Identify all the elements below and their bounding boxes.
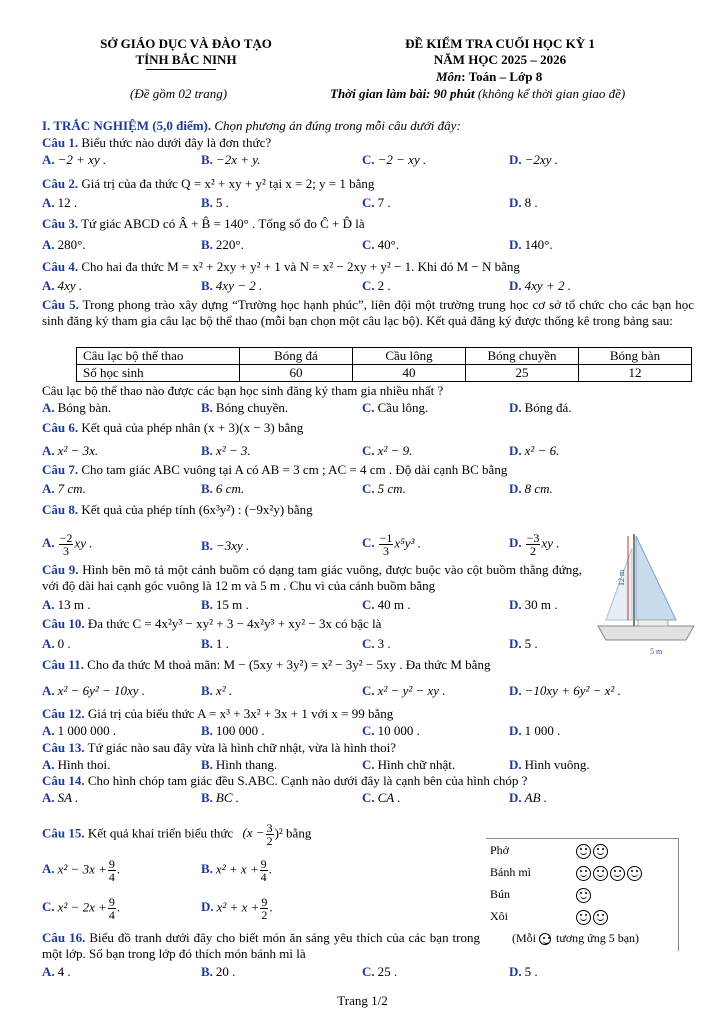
q14-option-d[interactable]: D. AB . bbox=[509, 790, 548, 805]
q3-option-a[interactable]: A. 280°. bbox=[42, 237, 86, 252]
pictograph-row-xoi: Xôi bbox=[490, 909, 610, 925]
q8-option-b[interactable]: B. −3xy . bbox=[201, 538, 250, 553]
table-row bbox=[77, 365, 692, 382]
table-cell: 40 bbox=[353, 365, 466, 382]
q15-option-c[interactable]: C. x² − 2x + $\frac{9}{4}$ . bbox=[42, 895, 121, 922]
q16-option-d[interactable]: D. 5 . bbox=[509, 964, 538, 979]
q13-option-b[interactable]: B. Hình thang. bbox=[201, 757, 278, 772]
question-1: Câu 1. Biểu thức nào dưới đây là đơn thức? bbox=[42, 135, 272, 150]
page-number: Trang 1/2 bbox=[337, 993, 388, 1008]
q7-option-b[interactable]: B. 6 cm. bbox=[201, 481, 245, 496]
smiley-icon bbox=[593, 910, 608, 925]
table-cell: Số học sinh bbox=[77, 365, 240, 382]
q2-option-d[interactable]: D. 8 . bbox=[509, 195, 538, 210]
smiley-icon bbox=[539, 933, 551, 945]
q10-option-c[interactable]: C. 3 . bbox=[362, 636, 391, 651]
smiley-icon bbox=[610, 866, 625, 881]
question-5: Câu 5. Trong phong trào xây dựng “Trường học hạnh phúc”, liên đội một trường trung học cơ sở tổ chức cho các bạn học sinh đăng ký tham gia câu lạc bộ thể thao (mỗi bạn chọn một câu lạc bộ). Kết quả đăng ký được thống kê trong bảng sau: bbox=[42, 297, 694, 328]
q4-option-d[interactable]: D. 4xy + 2 . bbox=[509, 278, 571, 293]
pictograph-row-banh-mi: Bánh mì bbox=[490, 865, 644, 881]
hull bbox=[598, 626, 694, 640]
q14-option-c[interactable]: C. CA . bbox=[362, 790, 401, 805]
q11-option-c[interactable]: C. x² − y² − xy . bbox=[362, 683, 446, 698]
q2-option-a[interactable]: A. 12 . bbox=[42, 195, 78, 210]
q12-option-a[interactable]: A. 1 000 000 . bbox=[42, 723, 117, 738]
subject-line: Môn: Toán – Lớp 8 bbox=[436, 69, 543, 84]
q2-option-c[interactable]: C. 7 . bbox=[362, 195, 391, 210]
q2-option-b[interactable]: B. 5 . bbox=[201, 195, 229, 210]
question-8: Câu 8. Kết quả của phép tính (6x³y²) : (−9x²y) bằng bbox=[42, 502, 313, 517]
table-cell: Bóng chuyền bbox=[466, 348, 579, 365]
question-3: Câu 3. Tứ giác ABCD có Â + B̂ = 140° . Tổng số đo Ĉ + D̂ là bbox=[42, 216, 365, 231]
question-10: Câu 10. Đa thức C = 4x²y³ − xy² + 3 − 4x²y³ + xy² − 3x có bậc là bbox=[42, 616, 382, 631]
q12-option-c[interactable]: C. 10 000 . bbox=[362, 723, 420, 738]
q10-option-a[interactable]: A. 0 . bbox=[42, 636, 71, 651]
height-label: 12 m bbox=[617, 569, 626, 586]
q4-option-a[interactable]: A. 4xy . bbox=[42, 278, 83, 293]
q6-option-b[interactable]: B. x² − 3. bbox=[201, 443, 251, 458]
q8-option-a[interactable]: A. $\frac{-2}{3}$ xy . bbox=[42, 531, 93, 558]
q1-option-d[interactable]: D. −2xy . bbox=[509, 152, 558, 167]
q6-option-d[interactable]: D. x² − 6. bbox=[509, 443, 560, 458]
q1-option-b[interactable]: B. −2x + y. bbox=[201, 152, 261, 167]
pictograph-row-pho: Phở bbox=[490, 843, 610, 859]
q9-option-b[interactable]: B. 15 m . bbox=[201, 597, 249, 612]
q14-option-b[interactable]: B. BC . bbox=[201, 790, 240, 805]
q15-option-d[interactable]: D. x² + x + $\frac{9}{2}$ . bbox=[201, 895, 273, 922]
q4-option-c[interactable]: C. 2 . bbox=[362, 278, 391, 293]
header-pages: (Đề gồm 02 trang) bbox=[130, 86, 228, 101]
question-5-prompt: Câu lạc bộ thể thao nào được các bạn học sinh đăng ký tham gia nhiều nhất ? bbox=[42, 383, 444, 398]
sail bbox=[636, 536, 676, 620]
cabin bbox=[638, 620, 668, 626]
q13-option-a[interactable]: A. Hình thoi. bbox=[42, 757, 111, 772]
q11-option-d[interactable]: D. −10xy + 6y² − x² . bbox=[509, 683, 621, 698]
question-9: Câu 9. Hình bên mô tả một cánh buồm có dạng tam giác vuông, được buộc vào cột buồm thẳng đứng, với độ dài hai cạnh góc vuông là 12 m và 5 m . Chu vi của cánh buồm bằng bbox=[42, 562, 582, 593]
time-line: Thời gian làm bài: 90 phút (không kể thời gian giao đề) bbox=[330, 86, 626, 101]
q10-option-d[interactable]: D. 5 . bbox=[509, 636, 538, 651]
q13-option-c[interactable]: C. Hình chữ nhật. bbox=[362, 757, 456, 772]
q10-option-b[interactable]: B. 1 . bbox=[201, 636, 229, 651]
q3-option-c[interactable]: C. 40°. bbox=[362, 237, 400, 252]
q7-option-d[interactable]: D. 8 cm. bbox=[509, 481, 553, 496]
q1-option-c[interactable]: C. −2 − xy . bbox=[362, 152, 427, 167]
q16-option-c[interactable]: C. 25 . bbox=[362, 964, 398, 979]
q5-option-b[interactable]: B. Bóng chuyền. bbox=[201, 400, 289, 415]
q15-option-b[interactable]: B. x² + x + $\frac{9}{4}$ . bbox=[201, 857, 272, 884]
question-13: Câu 13. Tứ giác nào sau đây vừa là hình chữ nhật, vừa là hình thoi? bbox=[42, 740, 396, 755]
question-14: Câu 14. Cho hình chóp tam giác đều S.ABC. Cạnh nào dưới đây là cạnh bên của hình chóp ? bbox=[42, 773, 528, 788]
table-cell: 60 bbox=[240, 365, 353, 382]
school-year: NĂM HỌC 2025 – 2026 bbox=[433, 52, 567, 67]
pictograph-legend: (Mỗi tương ứng 5 bạn) bbox=[512, 931, 640, 945]
q5-option-c[interactable]: C. Cầu lông. bbox=[362, 400, 429, 415]
q9-option-a[interactable]: A. 13 m . bbox=[42, 597, 91, 612]
smiley-icon bbox=[576, 866, 591, 881]
q16-option-a[interactable]: A. 4 . bbox=[42, 964, 71, 979]
q8-option-c[interactable]: C. $\frac{-1}{3}$ x⁵y³ . bbox=[362, 531, 421, 558]
q7-option-a[interactable]: A. 7 cm. bbox=[42, 481, 86, 496]
base-label: 5 m bbox=[650, 647, 663, 656]
question-12: Câu 12. Giá trị của biểu thức A = x³ + 3x² + 3x + 1 với x = 99 bằng bbox=[42, 706, 394, 721]
q6-option-a[interactable]: A. x² − 3x. bbox=[42, 443, 99, 458]
q9-option-d[interactable]: D. 30 m . bbox=[509, 597, 558, 612]
table-cell: Bóng đá bbox=[240, 348, 353, 365]
question-7: Câu 7. Cho tam giác ABC vuông tại A có AB = 3 cm ; AC = 4 cm . Độ dài cạnh BC bằng bbox=[42, 462, 508, 477]
header-underline bbox=[146, 69, 216, 70]
smiley-icon bbox=[593, 844, 608, 859]
q1-option-a[interactable]: A. −2 + xy . bbox=[42, 152, 107, 167]
q11-option-b[interactable]: B. x² . bbox=[201, 683, 233, 698]
q13-option-d[interactable]: D. Hình vuông. bbox=[509, 757, 590, 772]
question-15: Câu 15. Kết quả khai triển biểu thức (x − $\frac{3}{2}$ )² bằng bbox=[42, 821, 312, 848]
q15-option-a[interactable]: A. x² − 3x + $\frac{9}{4}$ . bbox=[42, 857, 121, 884]
table-cell: Câu lạc bộ thể thao bbox=[77, 348, 240, 365]
q12-option-d[interactable]: D. 1 000 . bbox=[509, 723, 561, 738]
q5-option-a[interactable]: A. Bóng bàn. bbox=[42, 400, 112, 415]
q7-option-c[interactable]: C. 5 cm. bbox=[362, 481, 406, 496]
question-4: Câu 4. Cho hai đa thức M = x² + 2xy + y² + 1 và N = x² − 2xy + y² − 1. Khi đó M − N bằng bbox=[42, 259, 520, 274]
q5-option-d[interactable]: D. Bóng đá. bbox=[509, 400, 572, 415]
question-11: Câu 11. Cho đa thức M thoả mãn: M − (5xy + 3y²) = x² − 3y² − 5xy . Đa thức M bằng bbox=[42, 657, 491, 672]
q3-option-b[interactable]: B. 220°. bbox=[201, 237, 244, 252]
header-province: TỈNH BẮC NINH bbox=[135, 52, 237, 67]
table-cell: Bóng bàn bbox=[579, 348, 692, 365]
table-cell: Cầu lông bbox=[353, 348, 466, 365]
sailboat-figure bbox=[594, 528, 706, 666]
exam-title: ĐỀ KIỂM TRA CUỐI HỌC KỲ 1 bbox=[405, 36, 595, 51]
smiley-icon bbox=[627, 866, 642, 881]
q3-option-d[interactable]: D. 140°. bbox=[509, 237, 553, 252]
smiley-icon bbox=[576, 888, 591, 903]
club-table bbox=[76, 347, 692, 382]
table-cell: 25 bbox=[466, 365, 579, 382]
q16-option-b[interactable]: B. 20 . bbox=[201, 964, 236, 979]
smiley-icon bbox=[576, 910, 591, 925]
table-cell: 12 bbox=[579, 365, 692, 382]
smiley-icon bbox=[576, 844, 591, 859]
q4-option-b[interactable]: B. 4xy − 2 . bbox=[201, 278, 263, 293]
q8-option-d[interactable]: D. $\frac{-3}{2}$ xy . bbox=[509, 531, 560, 558]
question-6: Câu 6. Kết quả của phép nhân (x + 3)(x − 3) bằng bbox=[42, 420, 304, 435]
section-title: I. TRẮC NGHIỆM (5,0 điểm). Chọn phương án đúng trong mỗi câu dưới đây: bbox=[42, 118, 461, 133]
question-2: Câu 2. Giá trị của đa thức Q = x² + xy + y² tại x = 2; y = 1 bằng bbox=[42, 176, 375, 191]
header-department: SỞ GIÁO DỤC VÀ ĐÀO TẠO bbox=[100, 36, 272, 51]
question-16: Câu 16. Biểu đồ tranh dưới đây cho biết món ăn sáng yêu thích của các bạn trong một lớp. Số bạn trong lớp đó thích món bánh mì là bbox=[42, 930, 480, 961]
q14-option-a[interactable]: A. SA . bbox=[42, 790, 79, 805]
q9-option-c[interactable]: C. 40 m . bbox=[362, 597, 411, 612]
pictograph bbox=[486, 838, 679, 951]
table-row bbox=[77, 348, 692, 365]
q6-option-c[interactable]: C. x² − 9. bbox=[362, 443, 413, 458]
q11-option-a[interactable]: A. x² − 6y² − 10xy . bbox=[42, 683, 146, 698]
pictograph-row-bun: Bún bbox=[490, 887, 593, 903]
q12-option-b[interactable]: B. 100 000 . bbox=[201, 723, 265, 738]
smiley-icon bbox=[593, 866, 608, 881]
